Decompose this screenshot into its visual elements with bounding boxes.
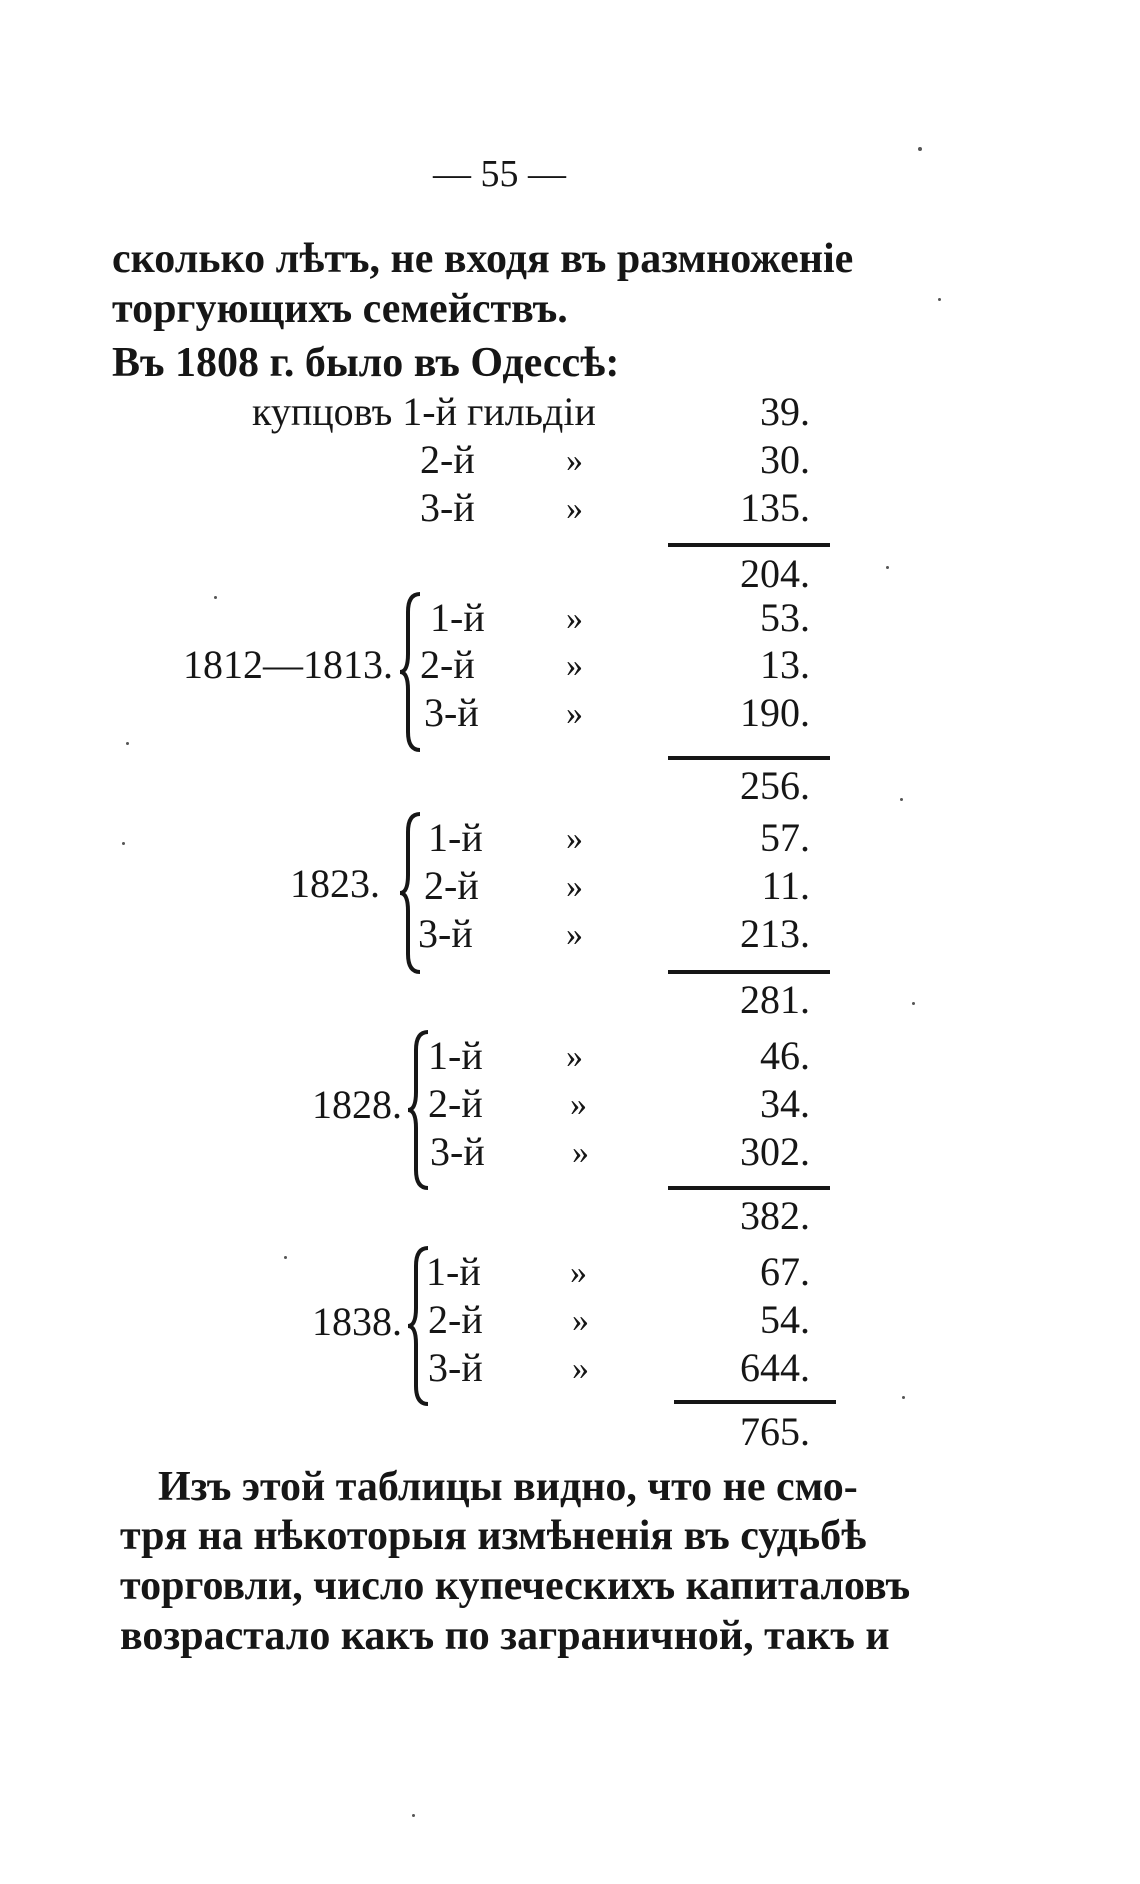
print-speck (900, 798, 903, 801)
total-1812-1813: 256. (740, 763, 810, 808)
guild-1828-1: 1-й (428, 1033, 483, 1078)
guild-1838-2: 2-й (428, 1297, 483, 1342)
guild-1823-2: 2-й (424, 863, 479, 908)
total-1838: 765. (740, 1409, 810, 1454)
value-1838-guild-2: 54. (760, 1297, 810, 1342)
guild-1812-1: 1-й (430, 595, 485, 640)
total-1828: 382. (740, 1193, 810, 1238)
page-number: — 55 — (433, 153, 566, 195)
ditto-mark: » (566, 600, 583, 637)
guild-1823-3: 3-й (418, 911, 473, 956)
year-label-1828: 1828. (312, 1082, 402, 1127)
print-speck (938, 298, 941, 301)
ditto-mark: » (572, 1302, 589, 1339)
guild-1808-3: 3-й (420, 485, 475, 530)
print-speck (918, 147, 922, 151)
ditto-mark: » (566, 868, 583, 905)
total-1823: 281. (740, 977, 810, 1022)
year-label-1838: 1838. (312, 1299, 402, 1344)
guild-1828-2: 2-й (428, 1081, 483, 1126)
value-1823-guild-1: 57. (760, 815, 810, 860)
value-1808-guild-1: 39. (760, 389, 810, 434)
print-speck (214, 596, 217, 599)
ditto-mark: » (566, 490, 583, 527)
year-label-1812-1813: 1812—1813. (183, 642, 393, 687)
ditto-mark: » (566, 442, 583, 479)
guild-1812-2: 2-й (420, 642, 475, 687)
value-1812-guild-2: 13. (760, 642, 810, 687)
conclusion-line-2: тря на нѣкоторыя измѣненія въ судьбѣ (120, 1513, 867, 1559)
print-speck (886, 566, 889, 569)
sum-rule (668, 970, 830, 974)
value-1823-guild-2: 11. (761, 863, 810, 908)
ditto-mark: » (572, 1350, 589, 1387)
total-1808: 204. (740, 551, 810, 596)
value-1812-guild-3: 190. (740, 690, 810, 735)
first-row-label: купцовъ 1-й гильдіи (252, 389, 596, 434)
print-speck (412, 1814, 415, 1817)
conclusion-line-3: торговли, число купеческихъ капиталовъ (120, 1563, 911, 1609)
ditto-mark: » (566, 916, 583, 953)
print-speck (126, 742, 129, 745)
value-1828-guild-2: 34. (760, 1081, 810, 1126)
ditto-mark: » (566, 820, 583, 857)
guild-1808-2: 2-й (420, 437, 475, 482)
guild-1838-1: 1-й (426, 1249, 481, 1294)
table-heading: Въ 1808 г. было въ Одессѣ: (112, 340, 620, 386)
guild-1828-3: 3-й (430, 1129, 485, 1174)
year-label-1823: 1823. (290, 861, 380, 906)
guild-1838-3: 3-й (428, 1345, 483, 1390)
conclusion-line-4: возрастало какъ по заграничной, такъ и (120, 1613, 890, 1659)
ditto-mark: » (566, 1038, 583, 1075)
guild-1823-1: 1-й (428, 815, 483, 860)
sum-rule (668, 756, 830, 760)
sum-rule (674, 1400, 836, 1404)
value-1838-guild-1: 67. (760, 1249, 810, 1294)
value-1828-guild-1: 46. (760, 1033, 810, 1078)
sum-rule (668, 1186, 830, 1190)
ditto-mark: » (566, 695, 583, 732)
sum-rule (668, 543, 830, 547)
value-1812-guild-1: 53. (760, 595, 810, 640)
intro-line-2: торгующихъ семействъ. (112, 286, 568, 332)
conclusion-line-1: Изъ этой таблицы видно, что не смо- (158, 1464, 858, 1510)
print-speck (912, 1002, 915, 1005)
print-speck (284, 1256, 287, 1259)
ditto-mark: » (572, 1134, 589, 1171)
ditto-mark: » (566, 647, 583, 684)
guild-1812-3: 3-й (424, 690, 479, 735)
intro-line-1: сколько лѣтъ, не входя въ размноженіе (112, 236, 854, 282)
ditto-mark: » (570, 1086, 587, 1123)
value-1808-guild-2: 30. (760, 437, 810, 482)
print-speck (902, 1396, 905, 1399)
print-speck (122, 842, 125, 845)
value-1828-guild-3: 302. (740, 1129, 810, 1174)
value-1808-guild-3: 135. (740, 485, 810, 530)
value-1823-guild-3: 213. (740, 911, 810, 956)
ditto-mark: » (570, 1254, 587, 1291)
value-1838-guild-3: 644. (740, 1345, 810, 1390)
